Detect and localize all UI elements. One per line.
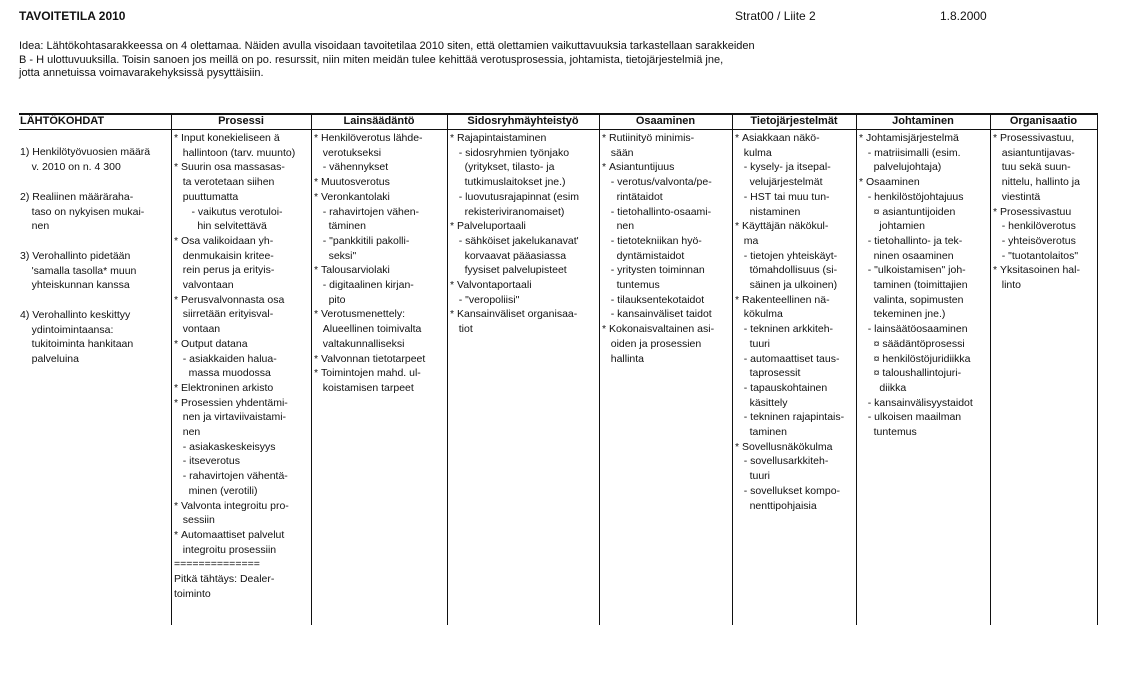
cell-line: - vähennykset: [314, 161, 389, 174]
cell-line: seksi": [314, 249, 357, 262]
cell-line: - tilauksentekotaidot: [602, 293, 705, 306]
cell-line: viestintä: [993, 190, 1041, 203]
cell-line: diikka: [859, 381, 907, 394]
cell-line: Alueellinen toimivalta: [314, 323, 422, 336]
cell-line: säinen ja ulkoinen): [735, 279, 838, 292]
column-divider: [856, 113, 857, 625]
cell-line: - "pankkitili pakolli-: [314, 234, 410, 247]
cell-line: - rahavirtojen vähentä-: [174, 470, 288, 483]
cell-line: tömahdollisuus (si-: [735, 264, 838, 277]
table-header-separator: [19, 129, 1097, 130]
lahtokohta-line: nen: [20, 220, 50, 233]
intro-paragraph: [19, 40, 755, 81]
cell-line: sessiin: [174, 514, 215, 527]
cell-line: - asiakkaiden halua-: [174, 352, 277, 365]
cell-line: - kysely- ja itsepal-: [735, 161, 831, 174]
cell-line: - henkilöstöjohtajuus: [859, 190, 964, 203]
cell-line: oiden ja prosessien: [602, 337, 702, 350]
column-divider: [732, 113, 733, 625]
cell-line: - henkilöverotus: [993, 220, 1076, 233]
cell-line: * Osa valikoidaan yh-: [174, 234, 274, 247]
column-cell-tietojärjestelmät: [735, 131, 844, 513]
cell-line: hallinta: [602, 352, 645, 365]
cell-line: linto: [993, 279, 1022, 292]
cell-line: * Johtamisjärjestelmä: [859, 132, 959, 144]
cell-line: - kansainvälisyystaidot: [859, 396, 973, 409]
cell-line: nen: [174, 426, 201, 439]
cell-line: - sovellusarkkiteh-: [735, 455, 829, 468]
cell-line: velujärjestelmät: [735, 176, 823, 189]
cell-line: dyntämistaidot: [602, 249, 685, 262]
column-header-lahtokohdat: LÄHTÖKOHDAT: [20, 115, 105, 127]
cell-line: täminen: [314, 220, 366, 233]
column-header-osaaminen: Osaaminen: [635, 115, 696, 127]
cell-line: taprosessit: [735, 367, 801, 380]
cell-line: integroitu prosessiin: [174, 543, 277, 556]
cell-line: tuntemus: [602, 279, 660, 292]
column-header-organisaatio: Organisaatio: [1009, 115, 1078, 127]
cell-line: - tietohallinto- ja tek-: [859, 234, 963, 247]
cell-line: minen (verotili): [174, 484, 258, 497]
intro-line: jotta annetuissa voimavarakehyksissä pysyttäisiin.: [19, 67, 264, 79]
cell-line: tekeminen jne.): [859, 308, 946, 321]
column-divider: [447, 113, 448, 625]
column-header-sidosryhmäyhteistyö: Sidosryhmäyhteistyö: [467, 115, 579, 127]
cell-line: - "tuotantolaitos": [993, 249, 1079, 262]
cell-line: * Input konekieliseen ä: [174, 132, 280, 144]
column-header-lainsäädäntö: Lainsäädäntö: [343, 115, 415, 127]
lahtokohta-item: [20, 308, 133, 367]
cell-line: - "ulkoistamisen" joh-: [859, 264, 966, 277]
cell-line: verotukseksi: [314, 146, 382, 159]
lahtokohta-line: v. 2010 on n. 4 300: [20, 160, 121, 173]
column-header-johtaminen: Johtaminen: [892, 115, 954, 127]
cell-line: - "veropoliisi": [450, 293, 520, 306]
cell-line: * Rakenteellinen nä-: [735, 293, 830, 306]
cell-line: kökulma: [735, 308, 783, 321]
cell-line: - kansainväliset taidot: [602, 308, 712, 321]
cell-line: fyysiset palvelupisteet: [450, 264, 567, 277]
cell-line: siirretään erityisval-: [174, 308, 274, 321]
cell-line: - sähköiset jakelukanavat': [450, 234, 579, 247]
lahtokohta-line: 4) Verohallinto keskittyy: [20, 309, 131, 321]
cell-line: nenttipohjaisia: [735, 499, 817, 512]
cell-line: * Yksitasoinen hal-: [993, 264, 1080, 277]
cell-line: * Sovellusnäkökulma: [735, 440, 833, 453]
cell-line: Pitkä tähtäys: Dealer-: [174, 573, 275, 586]
column-header-tietojärjestelmät: Tietojärjestelmät: [750, 115, 838, 127]
cell-line: palvelujohtaja): [859, 161, 942, 174]
lahtokohta-item: [20, 190, 144, 234]
cell-line: denmukaisin kritee-: [174, 249, 274, 262]
lahtokohta-line: 2) Realiinen määräraha-: [20, 191, 134, 203]
cell-line: ¤ asiantuntijoiden: [859, 205, 956, 218]
lahtokohta-line: yhteiskunnan kanssa: [20, 279, 130, 292]
cell-line: taminen (toimittajien: [859, 279, 968, 292]
cell-line: - tietotekniikan hyö-: [602, 234, 702, 247]
cell-line: - yhteisöverotus: [993, 234, 1076, 247]
cell-line: * Asiakkaan näkö-: [735, 132, 820, 144]
cell-line: * Käyttäjän näkökul-: [735, 220, 829, 233]
column-header-prosessi: Prosessi: [218, 115, 264, 127]
cell-line: puuttumatta: [174, 190, 239, 203]
cell-line: - sidosryhmien työnjako: [450, 146, 570, 159]
document-date: 1.8.2000: [940, 9, 987, 23]
cell-line: * Rutiinityö minimis-: [602, 132, 695, 144]
lahtokohta-line: tukitoiminta hankitaan: [20, 338, 134, 351]
cell-line: nen: [602, 220, 635, 233]
cell-line: - itseverotus: [174, 455, 240, 468]
cell-line: * Asiantuntijuus: [602, 161, 675, 174]
column-cell-organisaatio: [993, 131, 1080, 293]
column-cell-prosessi: [174, 131, 295, 602]
column-divider: [990, 113, 991, 625]
cell-line: sään: [602, 146, 634, 159]
cell-line: nen ja virtaviivaistami-: [174, 411, 287, 424]
column-cell-sidosryhmäyhteistyö: [450, 131, 579, 337]
lahtokohta-item: [20, 249, 136, 293]
cell-line: rekisteriviranomaiset): [450, 205, 565, 218]
cell-line: valtakunnalliseksi: [314, 337, 405, 350]
cell-line: - asiakaskeskeisyys: [174, 440, 276, 453]
cell-line: massa muodossa: [174, 367, 271, 380]
column-divider: [1097, 113, 1098, 625]
cell-line: - sovellukset kompo-: [735, 484, 841, 497]
cell-line: * Perusvalvonnasta osa: [174, 293, 285, 306]
cell-line: * Kansainväliset organisaa-: [450, 308, 578, 321]
cell-line: hallintoon (tarv. muunto): [174, 146, 296, 159]
cell-line: valinta, sopimusten: [859, 293, 964, 306]
cell-line: tiot: [450, 323, 473, 336]
cell-line: valvontaan: [174, 279, 234, 292]
cell-line: ¤ henkilöstöjuridiikka: [859, 352, 971, 365]
cell-line: tuuri: [735, 470, 771, 483]
cell-line: * Henkilöverotus lähde-: [314, 132, 423, 144]
intro-line: B - H ulottuvuuksilla. Toisin sanoen jos meillä on po. resurssit, niin miten meidän tulee kehittää verotusprosessia, johtamista, tietojärjestelmiä jne,: [19, 53, 724, 66]
cell-line: asiantuntijavas-: [993, 146, 1075, 159]
cell-line: ==============: [174, 558, 260, 571]
cell-line: rintätaidot: [602, 190, 663, 203]
cell-line: * Kokonaisvaltainen asi-: [602, 323, 715, 336]
document-title: TAVOITETILA 2010: [19, 9, 126, 23]
cell-line: * Prosessivastuu: [993, 205, 1072, 218]
cell-line: kulma: [735, 146, 772, 159]
cell-line: - tietojen yhteiskäyt-: [735, 249, 838, 262]
lahtokohta-line: 'samalla tasolla* muun: [20, 264, 137, 277]
cell-line: (yritykset, tilasto- ja: [450, 161, 555, 174]
cell-line: käsittely: [735, 396, 788, 409]
cell-line: * Verotusmenettely:: [314, 308, 406, 321]
cell-line: * Valvonnan tietotarpeet: [314, 352, 426, 365]
cell-line: koistamisen tarpeet: [314, 381, 414, 394]
cell-line: - tekninen rajapintais-: [735, 411, 845, 424]
cell-line: - HST tai muu tun-: [735, 190, 830, 203]
lahtokohta-line: taso on nykyisen mukai-: [20, 205, 145, 218]
cell-line: * Palveluportaali: [450, 220, 526, 233]
document-reference: Strat00 / Liite 2: [735, 9, 816, 23]
cell-line: * Prosessien yhdentämi-: [174, 396, 288, 409]
cell-line: toiminto: [174, 587, 211, 600]
cell-line: ma: [735, 234, 759, 247]
cell-line: * Rajapintaistaminen: [450, 132, 547, 144]
cell-line: * Veronkantolaki: [314, 190, 390, 203]
cell-line: - rahavirtojen vähen-: [314, 205, 420, 218]
cell-line: - tietohallinto-osaami-: [602, 205, 712, 218]
cell-line: * Automaattiset palvelut: [174, 528, 285, 541]
lahtokohta-line: 1) Henkilötyövuosien määrä: [20, 146, 151, 158]
cell-line: * Valvonta integroitu pro-: [174, 499, 289, 512]
cell-line: ta verotetaan siihen: [174, 176, 275, 189]
cell-line: ninen osaaminen: [859, 249, 954, 262]
cell-line: ¤ taloushallintojuri-: [859, 367, 962, 380]
lahtokohta-line: ydintoimintaansa:: [20, 323, 114, 336]
cell-line: * Prosessivastuu,: [993, 132, 1075, 144]
cell-line: johtamien: [859, 220, 925, 233]
cell-line: rein perus ja erityis-: [174, 264, 275, 277]
cell-line: vontaan: [174, 323, 221, 336]
cell-line: * Talousarviolaki: [314, 264, 390, 277]
cell-line: taminen: [735, 426, 787, 439]
intro-line: Idea: Lähtökohtasarakkeessa on 4 olettamaa. Näiden avulla visoidaan tavoitetilaa 2010 siten, että olettamien vaikuttavuuksia tarkastellaan sarakkeiden: [19, 40, 755, 52]
lahtokohta-line: 3) Verohallinto pidetään: [20, 250, 131, 262]
cell-line: korvaavat pääasiassa: [450, 249, 567, 262]
cell-line: nittelu, hallinto ja: [993, 176, 1080, 189]
cell-line: * Output datana: [174, 337, 248, 350]
cell-line: nistaminen: [735, 205, 801, 218]
column-cell-lainsäädäntö: [314, 131, 425, 396]
cell-line: tuu sekä suun-: [993, 161, 1071, 174]
cell-line: * Suurin osa massasas-: [174, 161, 285, 174]
cell-line: - luovutusrajapinnat (esim: [450, 190, 579, 203]
cell-line: * Muutosverotus: [314, 176, 390, 189]
cell-line: * Toimintojen mahd. ul-: [314, 367, 421, 380]
cell-line: * Elektroninen arkisto: [174, 381, 274, 394]
column-divider: [171, 113, 172, 625]
cell-line: - verotus/valvonta/pe-: [602, 176, 712, 189]
column-divider: [311, 113, 312, 625]
cell-line: tutkimuslaitokset jne.): [450, 176, 566, 189]
lahtokohta-item: [20, 145, 150, 174]
column-divider: [599, 113, 600, 625]
lahtokohta-line: palveluina: [20, 353, 79, 366]
cell-line: * Valvontaportaali: [450, 279, 532, 292]
cell-line: pito: [314, 293, 346, 306]
cell-line: - vaikutus verotuloi-: [174, 205, 283, 218]
cell-line: - matriisimalli (esim.: [859, 146, 961, 159]
cell-line: tuuri: [735, 337, 771, 350]
goal-state-table: [19, 113, 1097, 625]
cell-line: - ulkoisen maailman: [859, 411, 962, 424]
column-cell-osaaminen: [602, 131, 714, 366]
cell-line: - automaattiset taus-: [735, 352, 840, 365]
cell-line: ¤ säädäntöprosessi: [859, 337, 965, 350]
cell-line: - tapauskohtainen: [735, 381, 828, 394]
cell-line: hin selvitettävä: [174, 220, 267, 233]
column-cell-johtaminen: [859, 131, 973, 440]
cell-line: - digitaalinen kirjan-: [314, 279, 414, 292]
cell-line: * Osaaminen: [859, 176, 920, 189]
cell-line: - lainsäätöosaaminen: [859, 323, 968, 336]
cell-line: tuntemus: [859, 426, 917, 439]
cell-line: - tekninen arkkiteh-: [735, 323, 834, 336]
cell-line: - yritysten toiminnan: [602, 264, 705, 277]
